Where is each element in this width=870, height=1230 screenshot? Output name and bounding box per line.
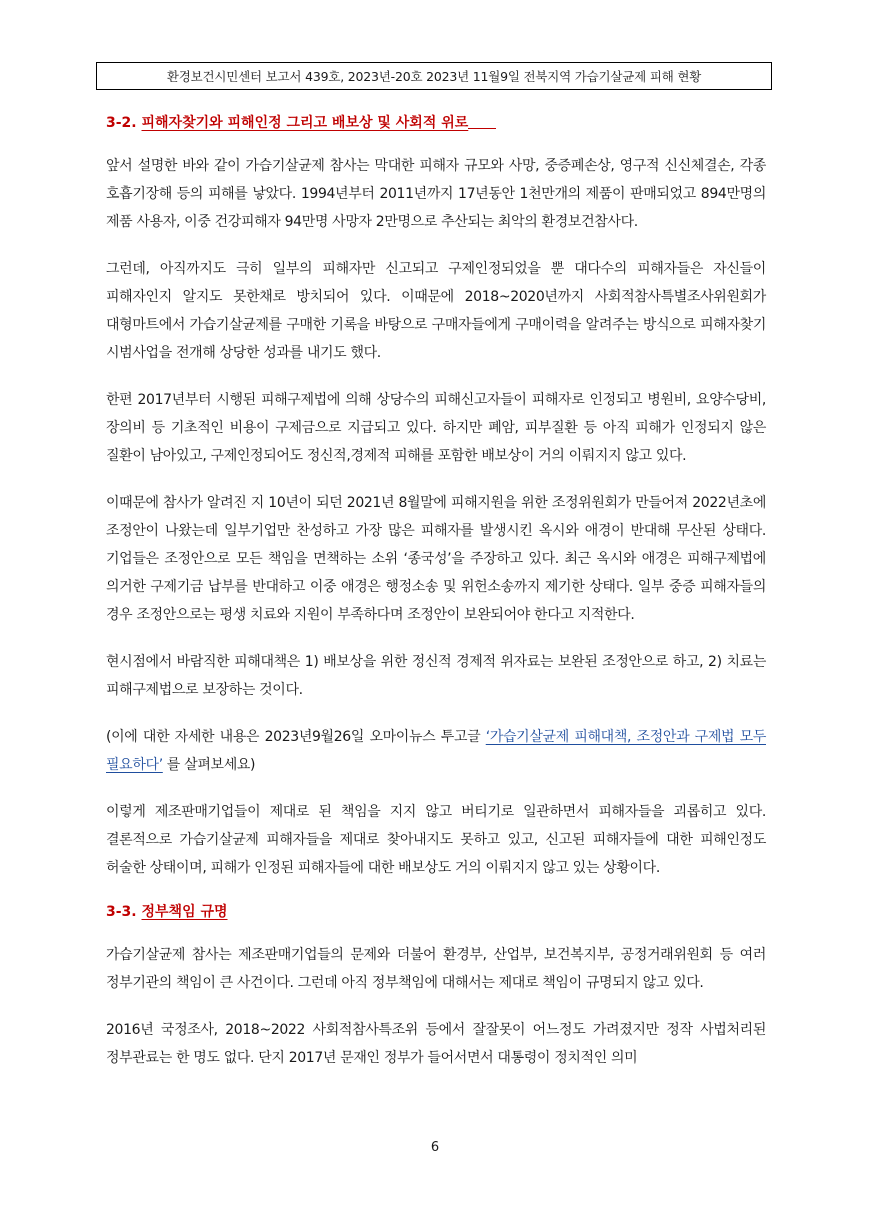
page-number: 6 bbox=[430, 1140, 440, 1155]
section-heading-3-3 bbox=[106, 901, 766, 923]
reference-after: 를 살펴보세요) bbox=[162, 757, 256, 773]
section-title: 정부책임 규명 bbox=[141, 904, 228, 920]
article-link[interactable]: ‘가습기살균제 피해대책, 조정안과 구제법 모두 필요하다’ bbox=[106, 729, 766, 773]
section-number: 3-3. bbox=[106, 904, 137, 920]
paragraph: 앞서 설명한 바와 같이 가습기살균제 참사는 막대한 피해자 규모와 사망, 중증폐손상, 영구적 신신체결손, 각종 호흡기장해 등의 피해를 낳았다. 1994년부터 2011년까지 17년동안 1천만개의 제품이 판매되었고 894만명의 제품 사용자, 이중 건강피해자 94만명 사망자 2만명으로 추산되는 최악의 환경보건참사다. bbox=[106, 158, 766, 230]
paragraph: 2016년 국정조사, 2018~2022 사회적참사특조위 등에서 잘잘못이 어느정도 가려졌지만 정작 사법처리된 정부관료는 한 명도 없다. 단지 2017년 문재인 정부가 들어서면서 대통령이 정치적인 의미 bbox=[106, 1022, 766, 1066]
section-heading-3-2 bbox=[106, 112, 766, 134]
page-body bbox=[106, 112, 766, 1091]
report-header-text: 환경보건시민센터 보고서 439호, 2023년-20호 2023년 11월9일 전북지역 가습기살균제 피해 현황 bbox=[166, 69, 702, 84]
paragraph: 이때문에 참사가 알려진 지 10년이 되던 2021년 8월말에 피해지원을 위한 조정위원회가 만들어져 2022년초에 조정안이 나왔는데 일부기업만 찬성하고 가장 많은 피해자를 발생시킨 옥시와 애경이 반대해 무산된 상태다. 기업들은 조정안으로 모든 책임을 면책하는 소위 ‘종국성’을 주장하고 있다. 최근 옥시와 애경은 피해구제법에 의거한 구제기금 납부를 반대하고 이중 애경은 행정소송 및 위헌소송까지 제기한 상태다. 일부 중증 피해자들의 경우 조정안으로는 평생 치료와 지원이 부족하다며 조정안이 보완되어야 한다고 지적한다. bbox=[106, 495, 766, 623]
section-number: 3-2. bbox=[106, 115, 137, 131]
reference-before: (이에 대한 자세한 내용은 2023년9월26일 오마이뉴스 투고글 bbox=[106, 729, 486, 745]
paragraph: 그런데, 아직까지도 극히 일부의 피해자만 신고되고 구제인정되었을 뿐 대다수의 피해자들은 자신들이 피해자인지 알지도 못한채로 방치되어 있다. 이때문에 2018~2020년까지 사회적참사특별조사위원회가 대형마트에서 가습기살균제를 구매한 기록을 바탕으로 구매자들에게 구매이력을 알려주는 방식으로 피해자찾기 시범사업을 전개해 상당한 성과를 내기도 했다. bbox=[106, 261, 766, 361]
paragraph: 한편 2017년부터 시행된 피해구제법에 의해 상당수의 피해신고자들이 피해자로 인정되고 병원비, 요양수당비, 장의비 등 기초적인 비용이 구제금으로 지급되고 있다. 하지만 폐암, 피부질환 등 아직 피해가 인정되지 않은 질환이 남아있고, 구제인정되어도 정신적,경제적 피해를 포함한 배보상이 거의 이뤄지지 않고 있다. bbox=[106, 392, 766, 464]
section-title: 피해자찾기와 피해인정 그리고 배보상 및 사회적 위로 bbox=[141, 115, 469, 131]
report-header bbox=[96, 62, 772, 90]
paragraph: 현시점에서 바람직한 피해대책은 1) 배보상을 위한 정신적 경제적 위자료는 보완된 조정안으로 하고, 2) 치료는 피해구제법으로 보장하는 것이다. bbox=[106, 654, 766, 698]
paragraph: 가습기살균제 참사는 제조판매기업들의 문제와 더불어 환경부, 산업부, 보건복지부, 공정거래위원회 등 여러 정부기관의 책임이 큰 사건이다. 그런데 아직 정부책임에 대해서는 제대로 책임이 규명되지 않고 있다. bbox=[106, 947, 766, 991]
paragraph: 이렇게 제조판매기업들이 제대로 된 책임을 지지 않고 버티기로 일관하면서 피해자들을 괴롭히고 있다. 결론적으로 가습기살균제 피해자들을 제대로 찾아내지도 못하고 있고, 신고된 피해자들에 대한 피해인정도 허술한 상태이며, 피해가 인정된 피해자들에 대한 배보상도 거의 이뤄지지 않고 있는 상황이다. bbox=[106, 804, 766, 876]
heading-underline-extension bbox=[468, 114, 496, 129]
reference-paragraph bbox=[106, 723, 766, 779]
